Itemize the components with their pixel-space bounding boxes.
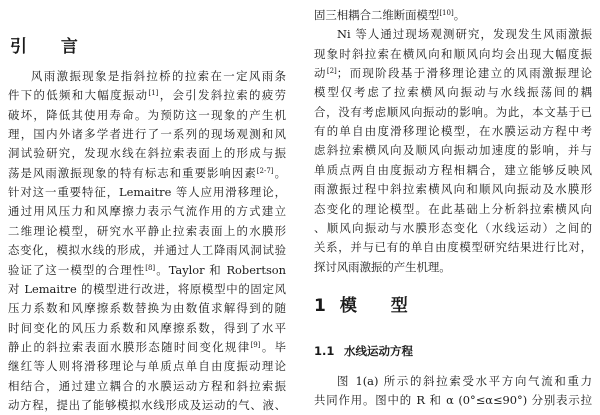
text-line: 针对这一重要特征，Lemaitre 等人应用滑移理论， [8, 185, 286, 200]
text-line: 通过用风压力和风摩擦力表示气流作用的方式建立 [8, 204, 286, 219]
section-title-model [314, 291, 422, 316]
text-line: Ni 等人通过现场观测研究，发现发生风雨激振 [337, 27, 592, 42]
text-line: 图 1(a) 所示的斜拉索受水平方向气流和重力 [337, 374, 592, 388]
citation-ref: [2] [326, 67, 337, 76]
citation-ref: [10] [439, 9, 454, 17]
citation-ref: [8] [145, 263, 156, 272]
text-line: 态变化，模拟水线的形成，并通过人工降雨风洞试验 [8, 243, 286, 258]
text-line: 动方程，提出了能够模拟水线形成及运动的气、液、 [8, 397, 286, 412]
text-line: 二维理论模型，研究水平静止拉索表面上的水膜形 [8, 223, 286, 238]
text-line: 合，没有考虑顺风向振动的影响。为此，本文基于已 [314, 104, 592, 119]
text-line: 压力系数和风摩擦系数替换为由数值求解得到的随 [8, 301, 286, 316]
text-line: 破坏，降低其使用寿命。为预防这一现象的产生机 [8, 107, 286, 122]
text-line: 共同作用。图中的 R 和 α (0°≤α≤90°) 分别表示拉 [314, 393, 592, 408]
subsection-title [314, 343, 413, 359]
text-line: 、顺风向振动与水膜形态变化（水线运动）之间的 [314, 220, 592, 235]
text-line: 荡是风雨激振现象的特有标志和重要影响因素[2-7]。 [8, 165, 286, 180]
citation-ref: [2-7] [256, 166, 274, 175]
text-line: 有的单自由度滑移理论模型，在水膜运动方程中考 [314, 124, 592, 139]
text-line: 洞试验研究，发现水线在斜拉索表面上的形成与振 [8, 146, 286, 161]
text-line: 验证了这一模型的合理性[8]。Taylor 和 Robertson [8, 262, 286, 277]
text-line: 风雨激振现象是指斜拉桥的拉索在一定风雨条 [31, 69, 286, 83]
text-line: 时间变化的风压力系数和风摩擦系数，得到了水平 [8, 320, 286, 335]
citation-ref: [9] [250, 340, 261, 349]
text-line: 虑斜拉索横风向及顺风向振动加速度的影响，并与 [314, 143, 592, 158]
text-line: 静止的斜拉索表面水膜形态随时间变化规律[9]。毕 [8, 339, 286, 354]
text-line: 雨激振过程中斜拉索横风向和顺风向振动及水膜形 [314, 182, 592, 197]
text-line: 模型仅考虑了拉索横风向振动与水线振荡间的耦 [314, 85, 592, 100]
text-line: 相结合，通过建立耦合的水膜运动方程和斜拉索振 [8, 378, 286, 393]
text-line: 动[2]；而现阶段基于滑移理论建立的风雨激振理论 [314, 66, 592, 81]
text-line: 探讨风雨激振的产生机理。 [314, 259, 451, 274]
citation-ref: [1] [148, 89, 159, 98]
text-line: 对 Lemaitre 的模型进行改进，将原模型中的固定风 [8, 281, 286, 296]
text-line: 单质点两自由度振动方程相耦合，建立能够反映风 [314, 162, 592, 177]
section-heading: 模 型 [339, 296, 422, 316]
text-line: 关系，并与已有的单自由度模型研究结果进行比对， [314, 240, 592, 255]
text-line: 固三相耦合二维断面模型[10]。 [314, 8, 466, 22]
text-line: 态变化的理论模型。在此基础上分析斜拉索横风向 [314, 201, 592, 216]
subsection-heading: 水线运动方程 [344, 344, 413, 358]
section-number: 1 [314, 296, 326, 316]
section-title-introduction: 引 言 [10, 37, 92, 57]
text-line: 继红等人则将滑移理论与单质点单自由度振动理论 [8, 359, 286, 374]
subsection-number: 1.1 [314, 344, 335, 358]
text-line: 件下的低频和大幅度振动[1]，会引发斜拉索的疲劳 [8, 88, 286, 103]
text-line: 现象时斜拉索在横风向和顺风向均会出现大幅度振 [314, 46, 592, 61]
text-line: 理，国内外诸多学者进行了一系列的现场观测和风 [8, 127, 286, 142]
